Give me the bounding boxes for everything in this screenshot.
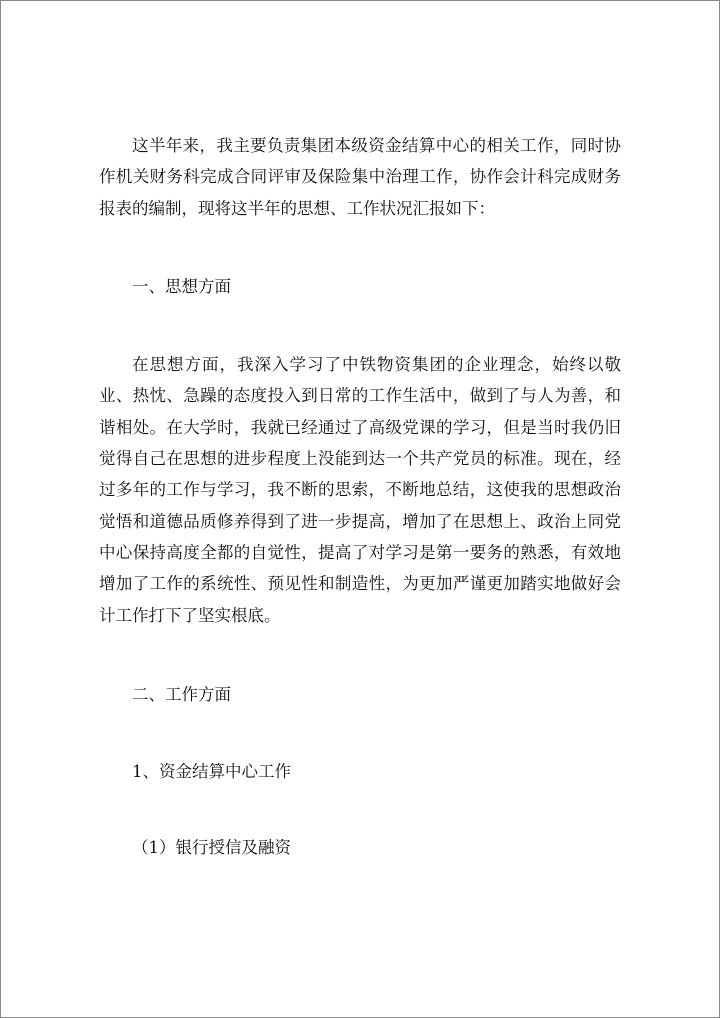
- spacer: [99, 224, 621, 271]
- section-heading-thought: 一、思想方面: [132, 276, 231, 296]
- subsection-heading-settlement-center: 1、资金结算中心工作: [132, 762, 291, 782]
- spacer: [99, 302, 621, 349]
- spacer: [99, 787, 621, 832]
- spacer: [99, 710, 621, 756]
- subsection-item-bank-credit: （1）银行授信及融资: [132, 838, 291, 858]
- spacer: [99, 631, 621, 679]
- section-heading-work: 二、工作方面: [132, 684, 231, 704]
- intro-paragraph: 这半年来，我主要负责集团本级资金结算中心的相关工作，同时协作机关财务科完成合同评审及保险集中治理工作，协作会计科完成财务报表的编制，现将这半年的思想、工作状况汇报如下：: [99, 136, 621, 218]
- thought-paragraph: 在思想方面，我深入学习了中铁物资集团的企业理念，始终以敬业、热忱、急躁的态度投入到日常的工作生活中，做到了与人为善，和谐相处。在大学时，我就已经通过了高级党课的学习，但是当时我仍旧觉得自己在思想的进步程度上没能到达一个共产党员的标准。现在，经过多年的工作与学习，我不断的思索，不断地总结，这使我的思想政治觉悟和道德品质修养得到了进一步提高，增加了在思想上、政治上同党中心保持高度全都的自觉性，提高了对学习是第一要务的熟悉，有效地增加了工作的系统性、预见性和制造性，为更加严谨更加踏实地做好会计工作打下了坚实根底。: [99, 355, 621, 625]
- document-body: [99, 130, 621, 864]
